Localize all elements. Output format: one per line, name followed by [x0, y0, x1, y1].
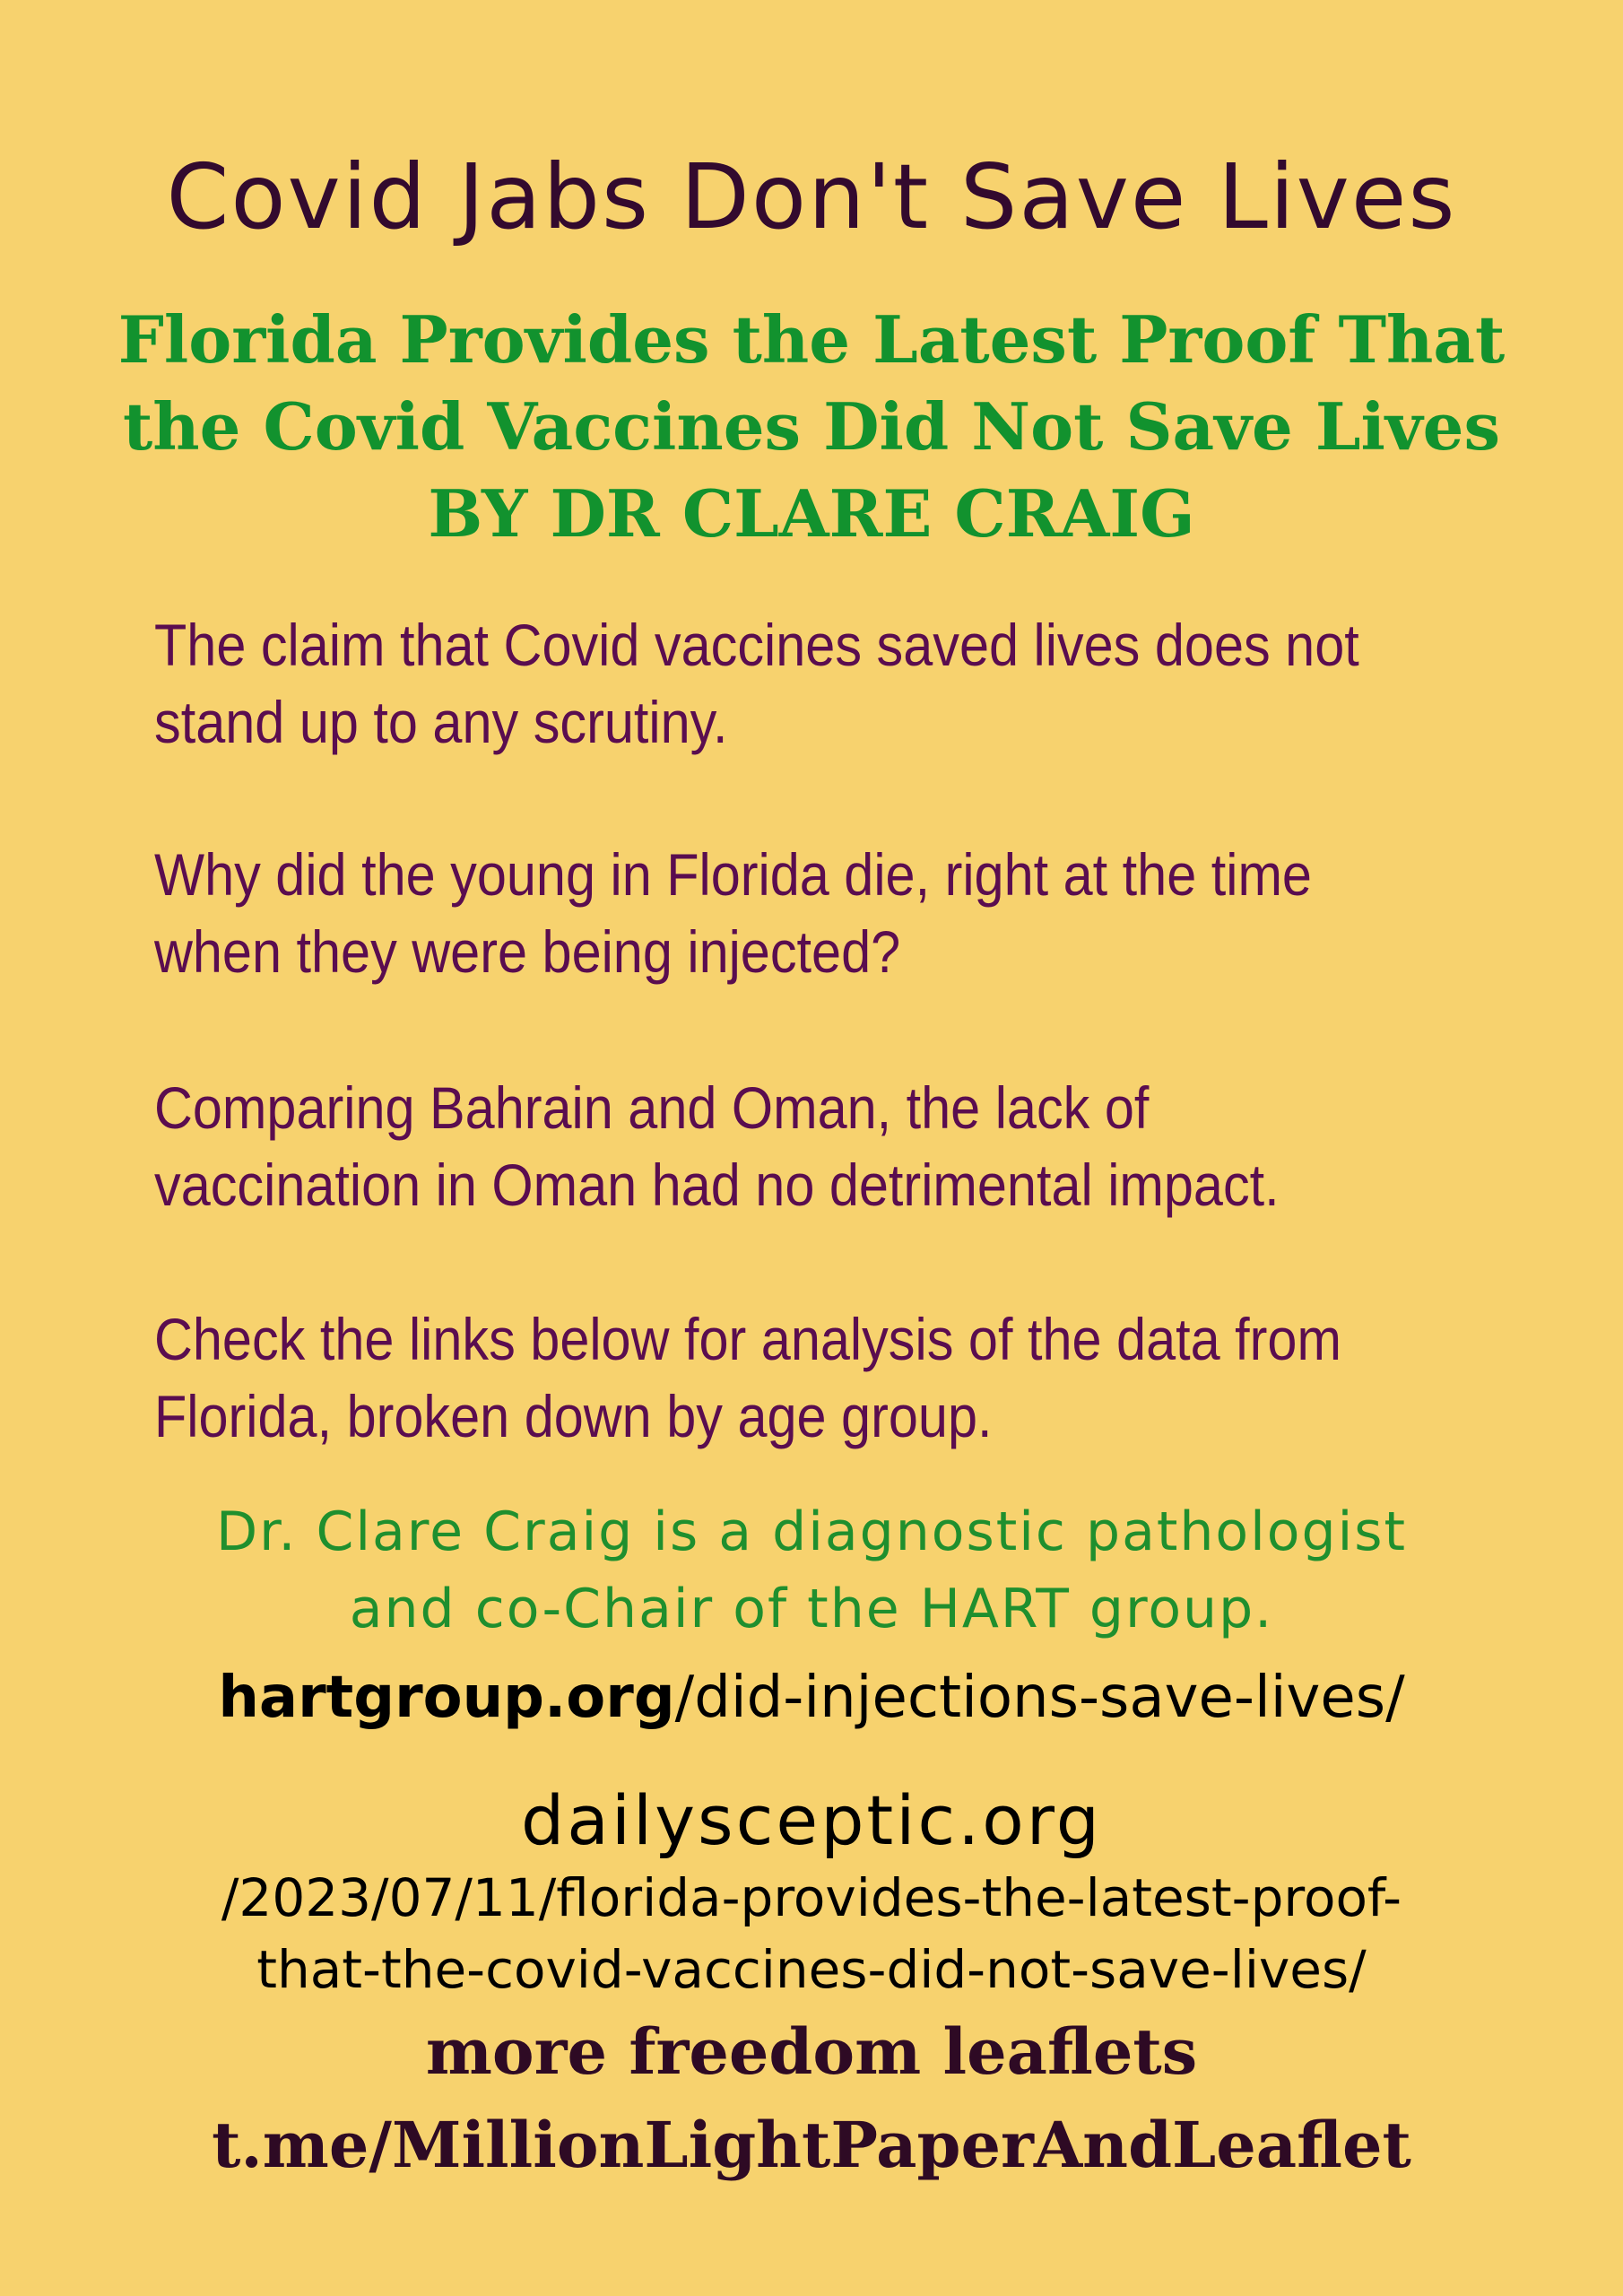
paragraph-line: Florida, broken down by age group.: [154, 1383, 993, 1449]
paragraph-claim: [154, 606, 1413, 761]
paragraph-line: stand up to any scrutiny.: [154, 689, 728, 755]
subtitle-line-2: the Covid Vaccines Did Not Save Lives: [123, 388, 1500, 465]
hartgroup-path: /did-injections-save-lives/: [674, 1665, 1405, 1731]
author-byline: BY DR CLARE CRAIG: [428, 475, 1195, 552]
more-leaflets-heading: more freedom leaflets: [425, 2014, 1198, 2089]
page-title: Covid Jabs Don't Save Lives: [166, 144, 1457, 249]
paragraph-check-links: [154, 1300, 1413, 1455]
dailysceptic-domain-link[interactable]: dailysceptic.org: [521, 1780, 1102, 1860]
subtitle-line-1: Florida Provides the Latest Proof That: [117, 301, 1506, 378]
paragraph-line: Check the links below for analysis of the data from: [154, 1306, 1341, 1372]
hartgroup-link[interactable]: [0, 1657, 1623, 1738]
bio-line-2: and co-Chair of the HART group.: [349, 1578, 1274, 1640]
paragraph-line: The claim that Covid vaccines saved lives does not: [154, 612, 1359, 678]
paragraph-line: Why did the young in Florida die, right at the time: [154, 841, 1312, 908]
paragraph-line: when they were being injected?: [154, 918, 901, 985]
subtitle: [54, 296, 1569, 557]
paragraph-line: vaccination in Oman had no detrimental impact.: [154, 1152, 1280, 1218]
dailysceptic-path-line-2: that-the-covid-vaccines-did-not-save-lives/: [256, 1939, 1367, 2000]
hartgroup-domain: hartgroup.org: [218, 1665, 675, 1731]
dailysceptic-path-line-1: /2023/07/11/florida-provides-the-latest-proof-: [221, 1867, 1402, 1928]
paragraph-florida-question: [154, 836, 1413, 990]
paragraph-line: Comparing Bahrain and Oman, the lack of: [154, 1074, 1150, 1141]
paragraph-bahrain-oman: [154, 1069, 1413, 1223]
bio-line-1: Dr. Clare Craig is a diagnostic pathologist: [215, 1500, 1408, 1563]
telegram-link[interactable]: t.me/MillionLightPaperAndLeaflet: [212, 2108, 1411, 2182]
author-bio: [0, 1493, 1623, 1648]
footer: [0, 2005, 1623, 2192]
dailysceptic-path-link[interactable]: [0, 1862, 1623, 2005]
